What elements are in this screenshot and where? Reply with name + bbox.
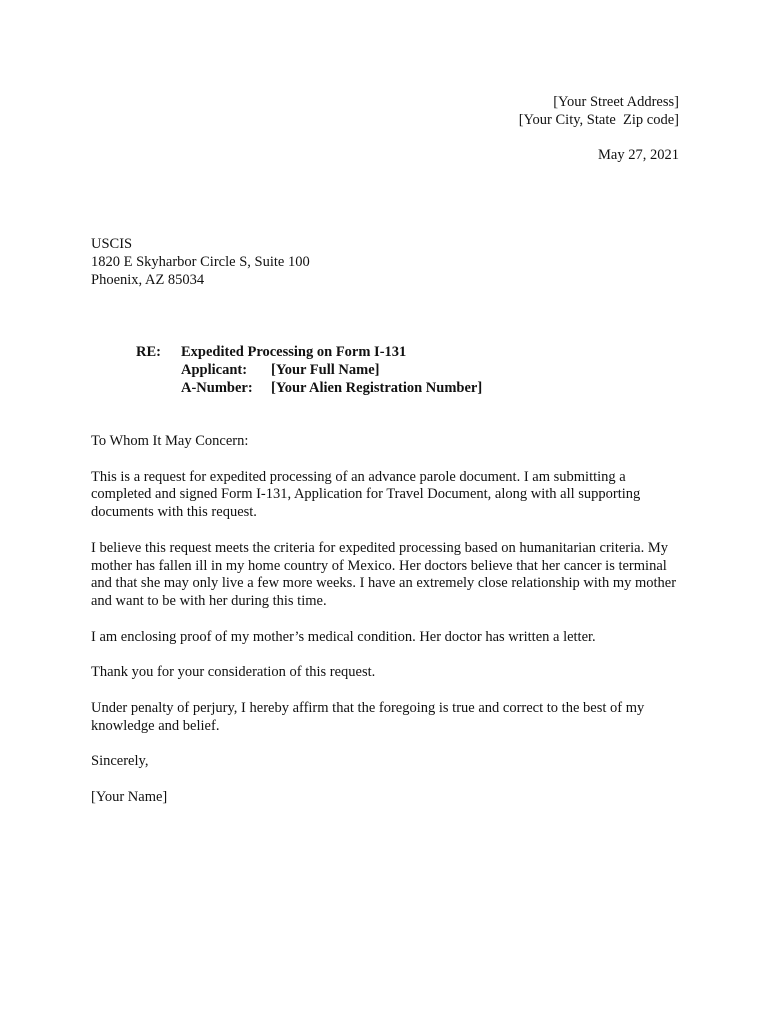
paragraph: Under penalty of perjury, I hereby affirm that the foregoing is true and correct to the best of my knowledge and belief. [91, 699, 645, 734]
recipient-street: 1820 E Skyharbor Circle S, Suite 100 [91, 253, 310, 270]
sender-street: [Your Street Address] [553, 94, 679, 110]
recipient-city: Phoenix, AZ 85034 [91, 271, 205, 288]
applicant-value: [Your Full Name] [271, 361, 380, 378]
applicant-label: Applicant: [181, 361, 248, 378]
re-subject: Expedited Processing on Form I-131 [181, 344, 407, 360]
recipient-address [91, 236, 310, 289]
re-label: RE: [136, 344, 161, 360]
signature: [Your Name] [91, 788, 168, 805]
anumber-label: A-Number: [181, 379, 253, 396]
paragraph: I believe this request meets the criteria for expedited processing based on humanitarian criteria. My mother has fallen ill in my home country of Mexico. Her doctors believe that her cancer is terminal and that she may only live a few more weeks. I have an extremely close relationship with my mother and want to be with her during this time. [91, 539, 677, 610]
re-applicant-row [181, 362, 601, 380]
paragraph: I am enclosing proof of my mother’s medical condition. Her doctor has written a letter. [91, 628, 596, 645]
sender-city-state-zip: [Your City, State Zip code] [518, 111, 679, 128]
recipient-name: USCIS [91, 236, 133, 252]
paragraph: Thank you for your consideration of this request. [91, 664, 376, 681]
re-anumber-row [181, 380, 601, 398]
closing: Sincerely, [91, 753, 149, 770]
salutation: To Whom It May Concern: [91, 433, 249, 449]
sender-address [519, 94, 679, 130]
letter-body [91, 433, 681, 825]
letter-date: May 27, 2021 [598, 147, 679, 163]
anumber-value: [Your Alien Registration Number] [271, 379, 483, 396]
re-details [181, 344, 601, 397]
paragraph: This is a request for expedited processing of an advance parole document. I am submitting a completed and signed Form I-131, Application for Travel Document, along with all supporting documents with this request. [91, 468, 641, 521]
